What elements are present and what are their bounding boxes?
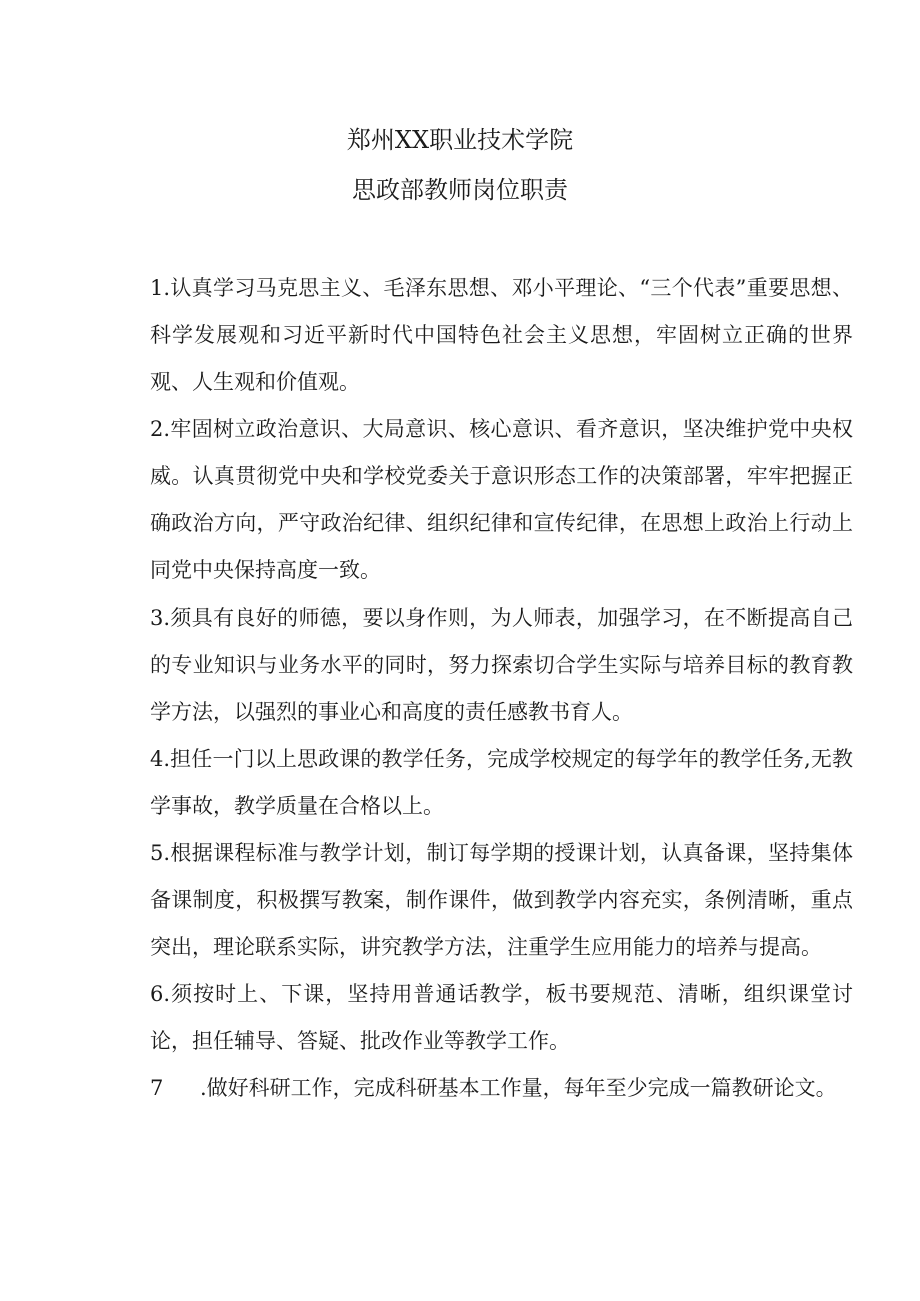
item-text: .根据课程标准与教学计划，制订每学期的授课计划，认真备课，坚持集体备课制度，积极撰写教案，制作课件，做到教学内容充实，条例清晰，重点突出，理论联系实际，讲究教学方法，注重学生应用能力的培养与提高。 xyxy=(150,841,853,959)
document-subtitle: 思政部教师岗位职责 xyxy=(352,176,568,204)
list-item xyxy=(108,971,853,1065)
document-title: 郑州XX职业技术学院 xyxy=(346,126,574,154)
item-number: 6 xyxy=(150,982,164,1006)
item-number: 1 xyxy=(150,276,164,300)
item-text: .做好科研工作，完成科研基本工作量，每年至少完成一篇教研论文。 xyxy=(200,1076,837,1100)
item-number: 7 xyxy=(150,1076,164,1100)
list-item xyxy=(108,595,853,736)
item-text: .认真学习马克思主义、毛泽东思想、邓小平理论、“三个代表”重要思想、科学发展观和习近平新时代中国特色社会主义思想，牢固树立正确的世界观、人生观和价值观。 xyxy=(150,276,853,394)
item-number: 4 xyxy=(150,747,164,771)
item-text: .担任一门以上思政课的教学任务，完成学校规定的每学年的教学任务,无教学事故，教学质量在合格以上。 xyxy=(150,747,853,818)
item-text: .须按时上、下课，坚持用普通话教学，板书要规范、清晰，组织课堂讨论，担任辅导、答疑、批改作业等教学工作。 xyxy=(150,982,853,1053)
item-text: .须具有良好的师德，要以身作则，为人师表，加强学习，在不断提高自己的专业知识与业务水平的同时，努力探索切合学生实际与培养目标的教育教学方法，以强烈的事业心和高度的责任感教书育人。 xyxy=(150,606,853,724)
list-item xyxy=(108,265,853,406)
item-number: 5 xyxy=(150,841,164,865)
list-item xyxy=(108,830,853,971)
item-text: .牢固树立政治意识、大局意识、核心意识、看齐意识，坚决维护党中央权威。认真贯彻党中央和学校党委关于意识形态工作的决策部署，牢牢把握正确政治方向，严守政治纪律、组织纪律和宣传纪律，在思想上政治上行动上同党中央保持高度一致。 xyxy=(150,417,853,582)
list-item xyxy=(108,736,853,830)
list-item xyxy=(108,1065,853,1112)
list-item xyxy=(108,406,853,594)
item-number: 3 xyxy=(150,606,164,630)
item-number: 2 xyxy=(150,417,164,441)
